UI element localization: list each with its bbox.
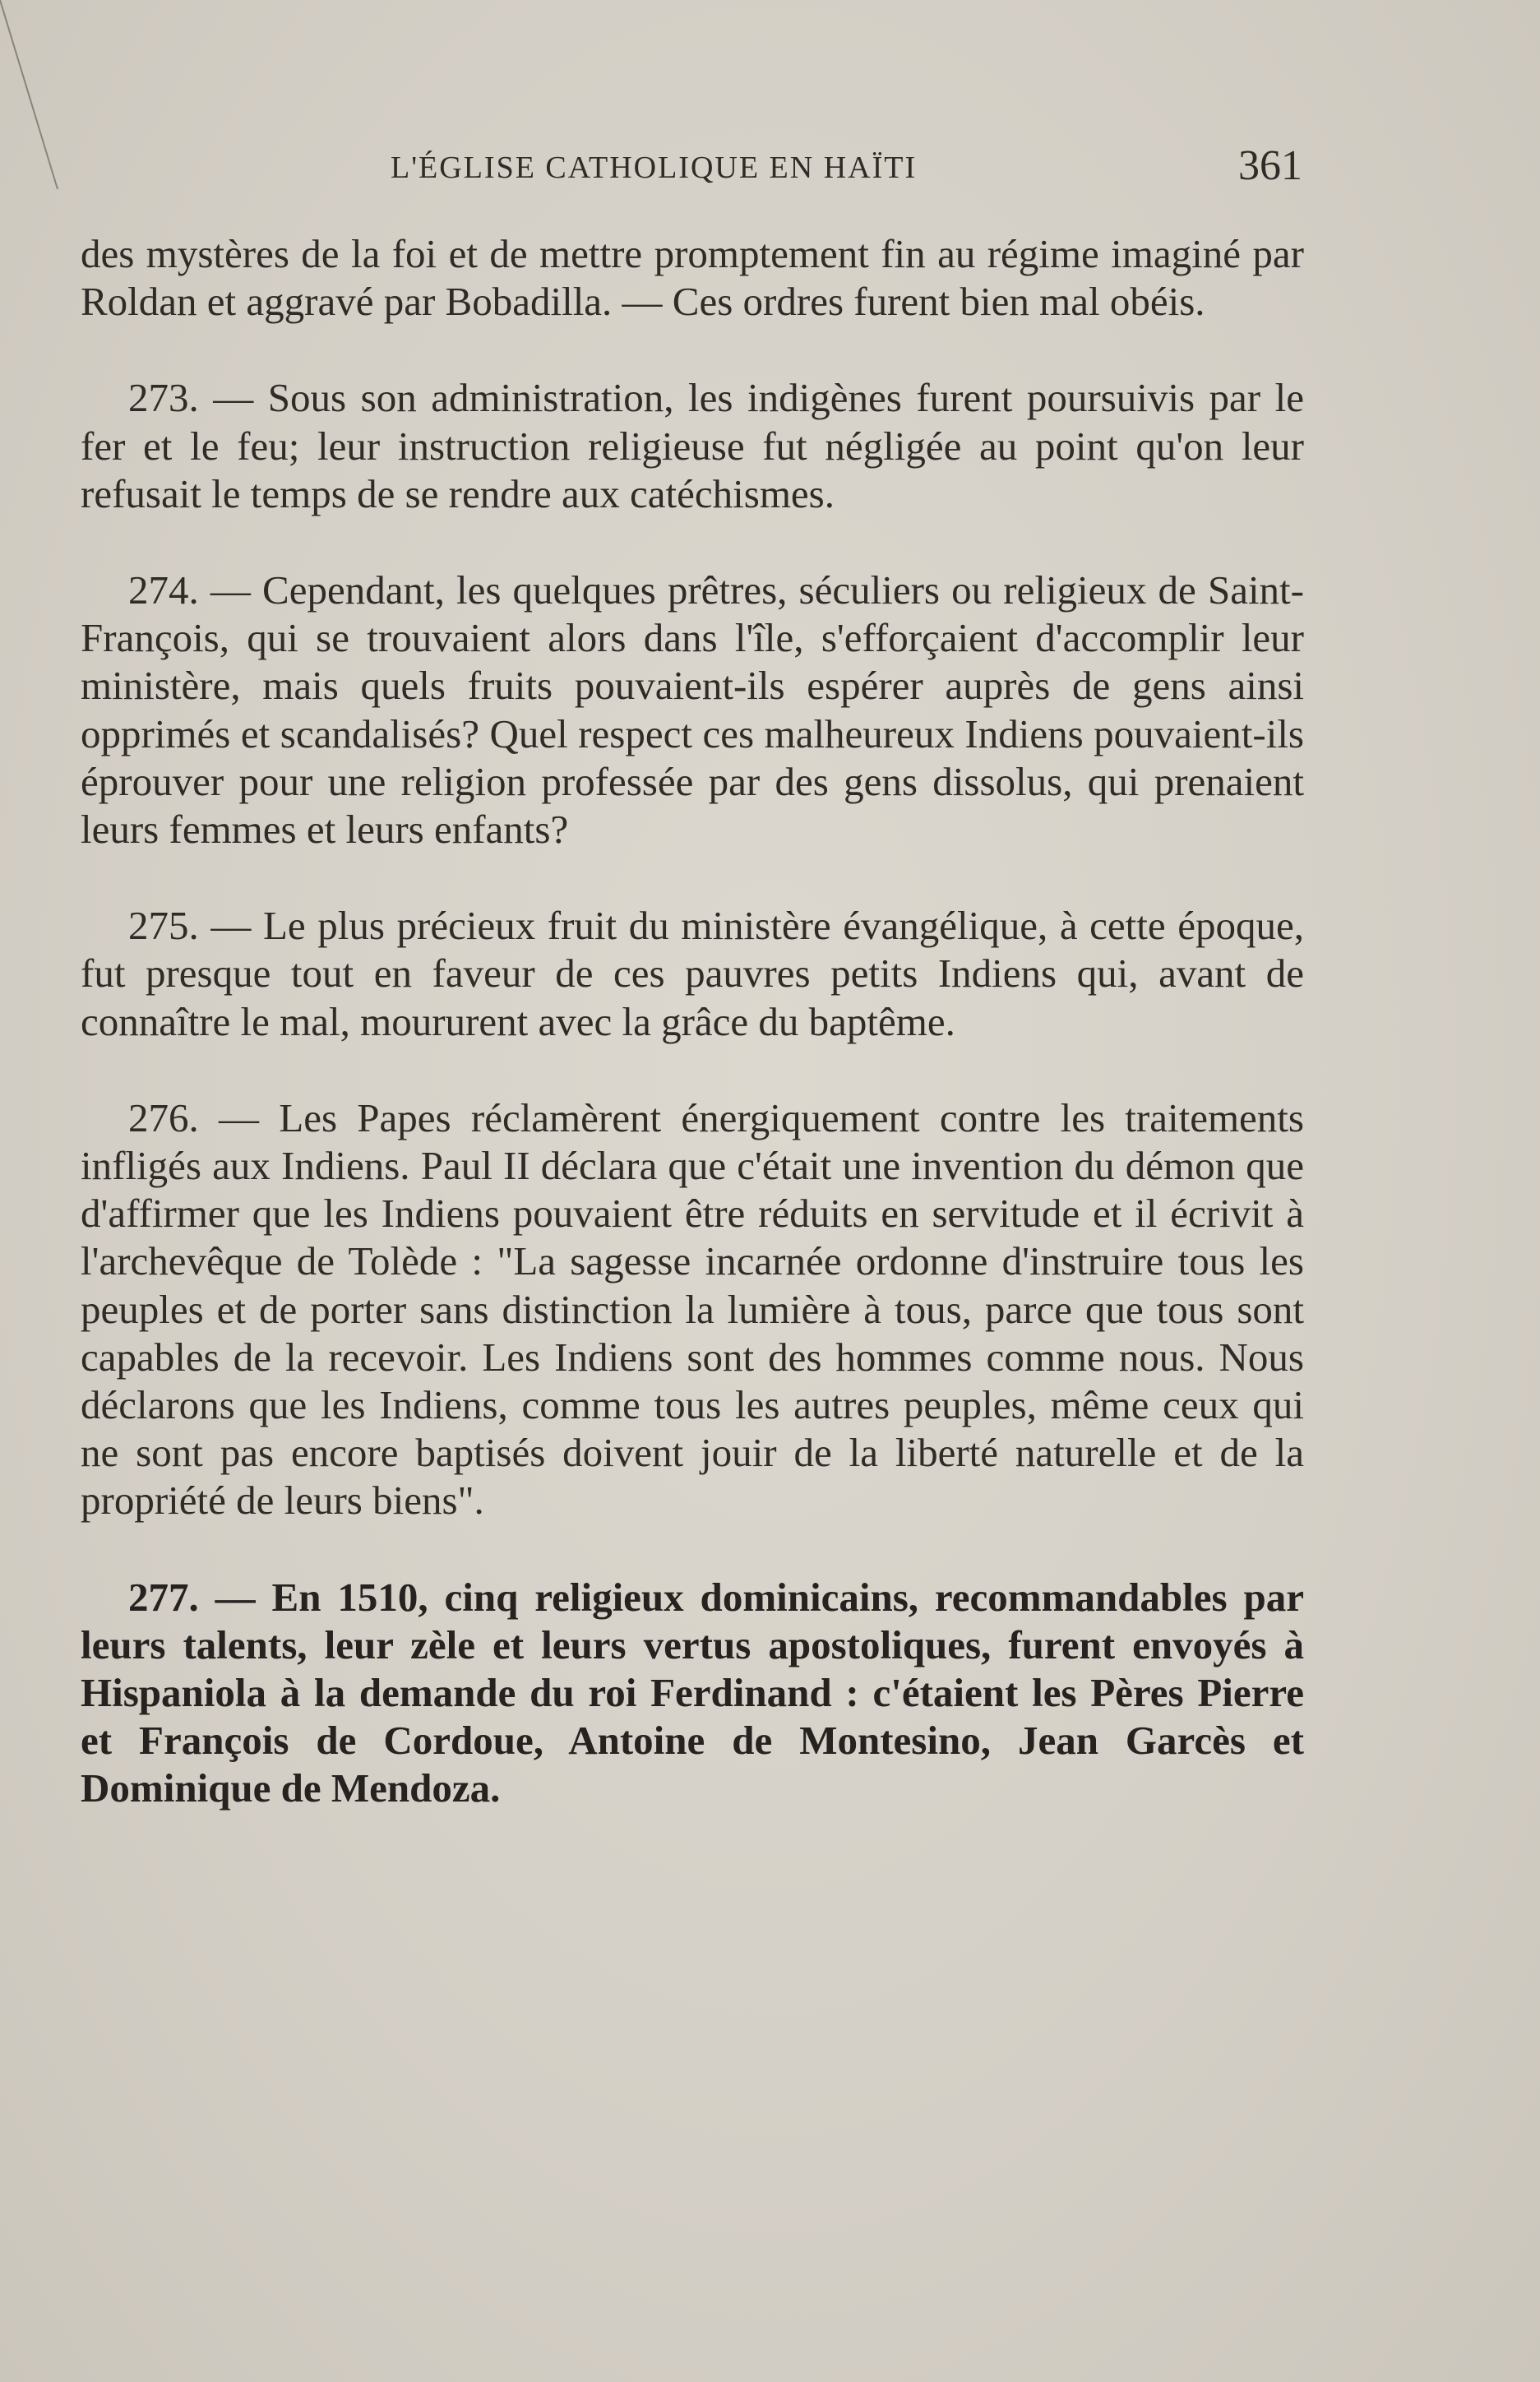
paragraph-text: — Cependant, les quelques prêtres, séculiers ou religieux de Saint-François, qui se trouvaient alors dans l'île, s'efforçaient d'accomplir leur ministère, mais quels fruits pouvaient-ils espérer auprès de gens ainsi opprimés et scandalisés? Quel respect ces malheureux Indiens pouvaient-ils éprouver pour une religion professée par des gens dissolus, qui prenaient leurs femmes et leurs enfants? bbox=[81, 567, 1304, 853]
paragraph-number: 273. bbox=[128, 375, 199, 421]
paragraph-276 bbox=[81, 1094, 1304, 1525]
paragraph-text: — En 1510, cinq religieux dominicains, recommandables par leurs talents, leur zèle et leurs vertus apostoliques, furent envoyés à Hispaniola à la demande du roi Ferdinand : c'étaient les Pères Pierre et François de Cordoue, Antoine de Montesino, Jean Garcès et Dominique de Mendoza. bbox=[81, 1574, 1304, 1811]
paragraph-text: — Les Papes réclamèrent énergiquement contre les traitements infligés aux Indiens. Paul II déclara que c'était une invention du démon que d'affirmer que les Indiens pouvaient être réduits en servitude et il écrivit à l'archevêque de Tolède : "La sagesse incarnée ordonne d'instruire tous les peuples et de porter sans distinction la lumière à tous, parce que tous sont capables de la recevoir. Les Indiens sont des hommes comme nous. Nous déclarons que les Indiens, comme tous les autres peuples, même ceux qui ne sont pas encore baptisés doivent jouir de la liberté naturelle et de la propriété de leurs biens". bbox=[81, 1094, 1304, 1524]
paragraph-275 bbox=[81, 902, 1304, 1046]
page-number: 361 bbox=[1238, 142, 1302, 189]
page-fold-line bbox=[0, 0, 74, 197]
paragraph-number: 275. bbox=[128, 903, 199, 949]
paragraph-text: — Le plus précieux fruit du ministère évangélique, à cette époque, fut presque tout en faveur de ces pauvres petits Indiens qui, avant de connaître le mal, moururent avec la grâce du baptême. bbox=[81, 903, 1304, 1044]
paragraph-text: — Sous son administration, les indigènes furent poursuivis par le fer et le feu; leur instruction religieuse fut négligée au point qu'on leur refusait le temps de se rendre aux catéchismes. bbox=[81, 375, 1304, 516]
page-header bbox=[81, 140, 1304, 189]
paragraph-274 bbox=[81, 567, 1304, 853]
paragraph-continued bbox=[81, 230, 1304, 326]
paragraph-277 bbox=[81, 1574, 1304, 1813]
page-body bbox=[81, 230, 1304, 1862]
running-head: L'ÉGLISE CATHOLIQUE EN HAÏTI bbox=[391, 150, 918, 185]
paragraph-number: 276. bbox=[128, 1094, 199, 1140]
paragraph-number: 274. bbox=[128, 567, 199, 613]
paragraph-number: 277. bbox=[128, 1574, 199, 1620]
paragraph-273 bbox=[81, 374, 1304, 518]
paragraph-text: des mystères de la foi et de mettre promptement fin au régime imaginé par Roldan et aggravé par Bobadilla. — Ces ordres furent bien mal obéis. bbox=[81, 231, 1304, 325]
